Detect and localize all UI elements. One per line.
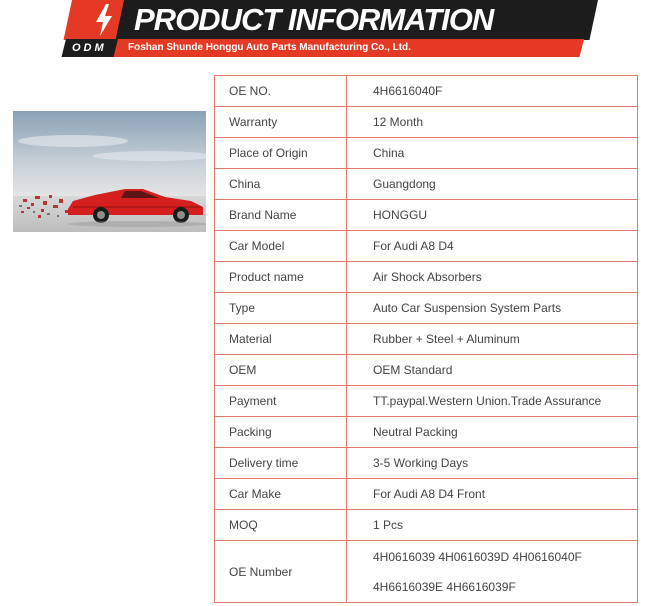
odm-tag: ODM — [72, 42, 107, 54]
spec-value: Rubber + Steel + Aluminum — [347, 324, 638, 355]
table-row — [215, 324, 638, 355]
table-row — [215, 386, 638, 417]
table-row-oe-number — [215, 541, 638, 603]
table-row — [215, 76, 638, 107]
table-row — [215, 138, 638, 169]
spec-label: OE NO. — [215, 76, 347, 107]
spec-label: China — [215, 169, 347, 200]
spec-value — [347, 541, 638, 603]
table-row — [215, 417, 638, 448]
spec-label: Type — [215, 293, 347, 324]
spec-label: Place of Origin — [215, 138, 347, 169]
spec-value: For Audi A8 D4 — [347, 231, 638, 262]
spec-value: 4H6616040F — [347, 76, 638, 107]
table-row — [215, 479, 638, 510]
banner-title: PRODUCT INFORMATION — [134, 2, 494, 37]
oe-number-line: 4H0616039 4H0616039D 4H0616040F — [373, 549, 582, 564]
spec-value: OEM Standard — [347, 355, 638, 386]
product-info-banner — [0, 0, 650, 62]
table-row — [215, 448, 638, 479]
lightning-bolt-icon — [94, 4, 114, 36]
spec-label: Delivery time — [215, 448, 347, 479]
spec-value: Neutral Packing — [347, 417, 638, 448]
spec-label: Product name — [215, 262, 347, 293]
red-sports-car-image — [13, 111, 206, 232]
table-row — [215, 231, 638, 262]
table-row — [215, 200, 638, 231]
table-row — [215, 355, 638, 386]
table-row — [215, 169, 638, 200]
product-spec-table — [214, 75, 638, 603]
spec-value: 12 Month — [347, 107, 638, 138]
spec-label: Packing — [215, 417, 347, 448]
spec-label: Material — [215, 324, 347, 355]
table-row — [215, 510, 638, 541]
spec-value: Air Shock Absorbers — [347, 262, 638, 293]
spec-label: Payment — [215, 386, 347, 417]
oe-number-line: 4H6616039E 4H6616039F — [373, 579, 516, 594]
table-row — [215, 262, 638, 293]
spec-label: Car Model — [215, 231, 347, 262]
spec-label: Warranty — [215, 107, 347, 138]
spec-value: China — [347, 138, 638, 169]
spec-label: OE Number — [215, 541, 347, 603]
spec-value: 3-5 Working Days — [347, 448, 638, 479]
spec-value: Guangdong — [347, 169, 638, 200]
table-row — [215, 107, 638, 138]
company-name: Foshan Shunde Honggu Auto Parts Manufacturing Co., Ltd. — [128, 42, 411, 53]
spec-value: HONGGU — [347, 200, 638, 231]
spec-label: Car Make — [215, 479, 347, 510]
spec-value: TT.paypal.Western Union.Trade Assurance — [347, 386, 638, 417]
spec-value: 1 Pcs — [347, 510, 638, 541]
spec-value: Auto Car Suspension System Parts — [347, 293, 638, 324]
spec-label: Brand Name — [215, 200, 347, 231]
spec-value: For Audi A8 D4 Front — [347, 479, 638, 510]
spec-label: MOQ — [215, 510, 347, 541]
table-row — [215, 293, 638, 324]
spec-label: OEM — [215, 355, 347, 386]
